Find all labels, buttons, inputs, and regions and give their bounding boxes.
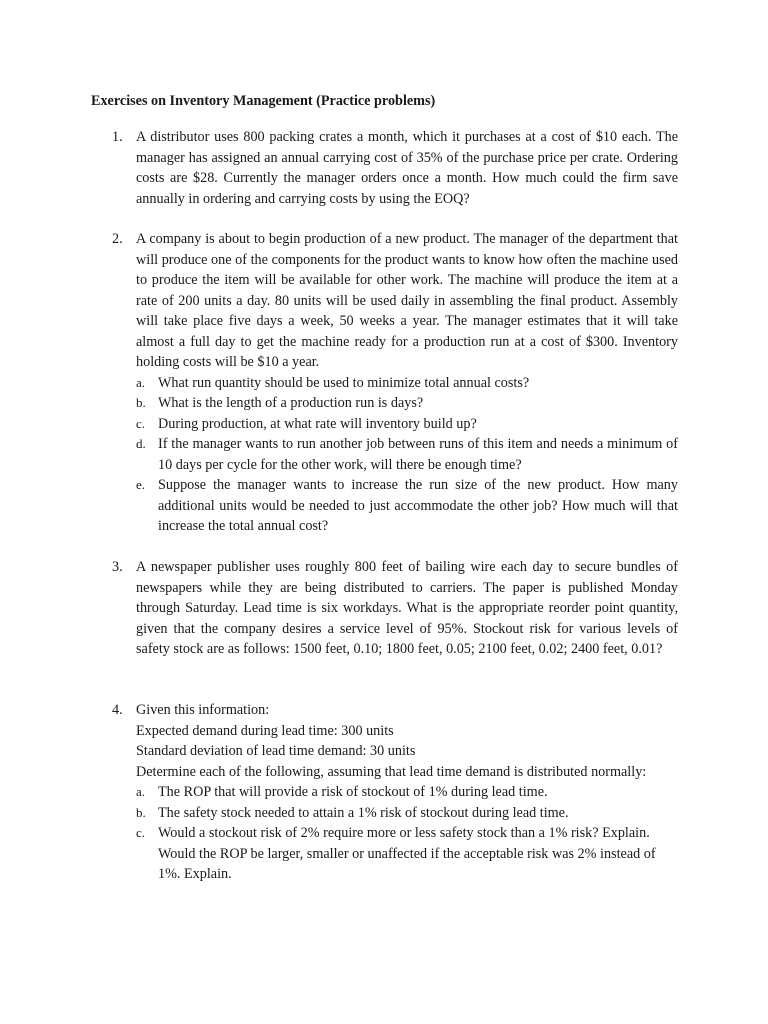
sub-item-text: During production, at what rate will inventory build up? [158,415,477,432]
sub-item-letter: a. [136,374,146,390]
sub-item-letter: a. [136,784,146,799]
sub-item-text: What is the length of a production run is days? [158,395,424,411]
sub-item-text: The ROP that will provide a risk of stockout of 1% during lead time. [158,784,548,800]
document-title: Exercises on Inventory Management (Practice problems) [91,93,436,109]
sub-item-b [136,803,678,824]
sub-item-d [136,434,678,475]
problem-number: 1. [112,129,123,145]
sub-item-text: Suppose the manager wants to increase the run size of the new product. How many additional units would be needed to just accommodate the other job? How much will that increase the total annual cost? [158,477,678,534]
sub-item-text: If the manager wants to run another job between runs of this item and needs a minimum of 10 days per cycle for the other work, will there be enough time? [158,436,678,473]
sub-item-a [136,373,678,394]
problem-number: 2. [112,231,123,247]
std-deviation-line: Standard deviation of lead time demand: 30 units [136,743,416,759]
sub-item-text: The safety stock needed to attain a 1% risk of stockout during lead time. [158,804,569,821]
expected-demand-line: Expected demand during lead time: 300 units [136,722,394,739]
given-line: Given this information: [136,702,270,718]
sub-item-letter: b. [136,395,146,410]
problem-text: A company is about to begin production of a new product. The manager of the department that will produce one of the components for the product wants to know how often the machine used to produce the item will be available for other work. The machine will produce the item at a rate of 200 units a day. 80 units will be used daily in assembling the final product. Assembly will take place five days a week, 50 weeks a year. The manager estimates that it will take almost a full day to get the machine ready for a production run at a cost of $300. Inventory holding costs will be $10 a year. [136,231,678,370]
problem-4 [112,700,678,885]
sub-item-b [136,393,678,414]
problem-number: 4. [112,702,123,718]
problem-1 [112,127,678,209]
sub-item-letter: c. [136,825,146,840]
sub-item-text: Would a stockout risk of 2% require more or less safety stock than a 1% risk? Explain. Would the ROP be larger, smaller or unaffected if the acceptable risk was 2% instead of 1%. Explain. [158,825,656,882]
sub-item-a [136,782,678,803]
problem-text: A distributor uses 800 packing crates a month, which it purchases at a cost of $10 each. The manager has assigned an annual carrying cost of 35% of the purchase price per crate. Ordering costs are $28. Currently the manager orders once a month. How much could the firm save annually in ordering and carrying costs by using the EOQ? [136,129,678,207]
problem-3 [112,557,678,660]
problem-number: 3. [112,559,123,575]
sub-item-c [136,414,678,435]
sub-item-text: What run quantity should be used to minimize total annual costs? [158,374,530,391]
sub-item-letter: b. [136,804,146,820]
sub-item-letter: d. [136,436,146,451]
sub-item-letter: e. [136,477,146,492]
problem-2 [112,229,678,537]
sub-item-c [136,823,678,885]
instruction-line: Determine each of the following, assuming that lead time demand is distributed normally: [136,763,647,780]
sub-item-letter: c. [136,415,146,431]
problem-text: A newspaper publisher uses roughly 800 feet of bailing wire each day to secure bundles of newspapers while they are being distributed to carriers. The paper is published Monday through Saturday. Lead time is six workdays. What is the appropriate reorder point quantity, given that the company desires a service level of 95%. Stockout risk for various levels of safety stock are as follows: 1500 feet, 0.10; 1800 feet, 0.05; 2100 feet, 0.02; 2400 feet, 0.01? [136,559,678,657]
sub-item-e [136,475,678,537]
